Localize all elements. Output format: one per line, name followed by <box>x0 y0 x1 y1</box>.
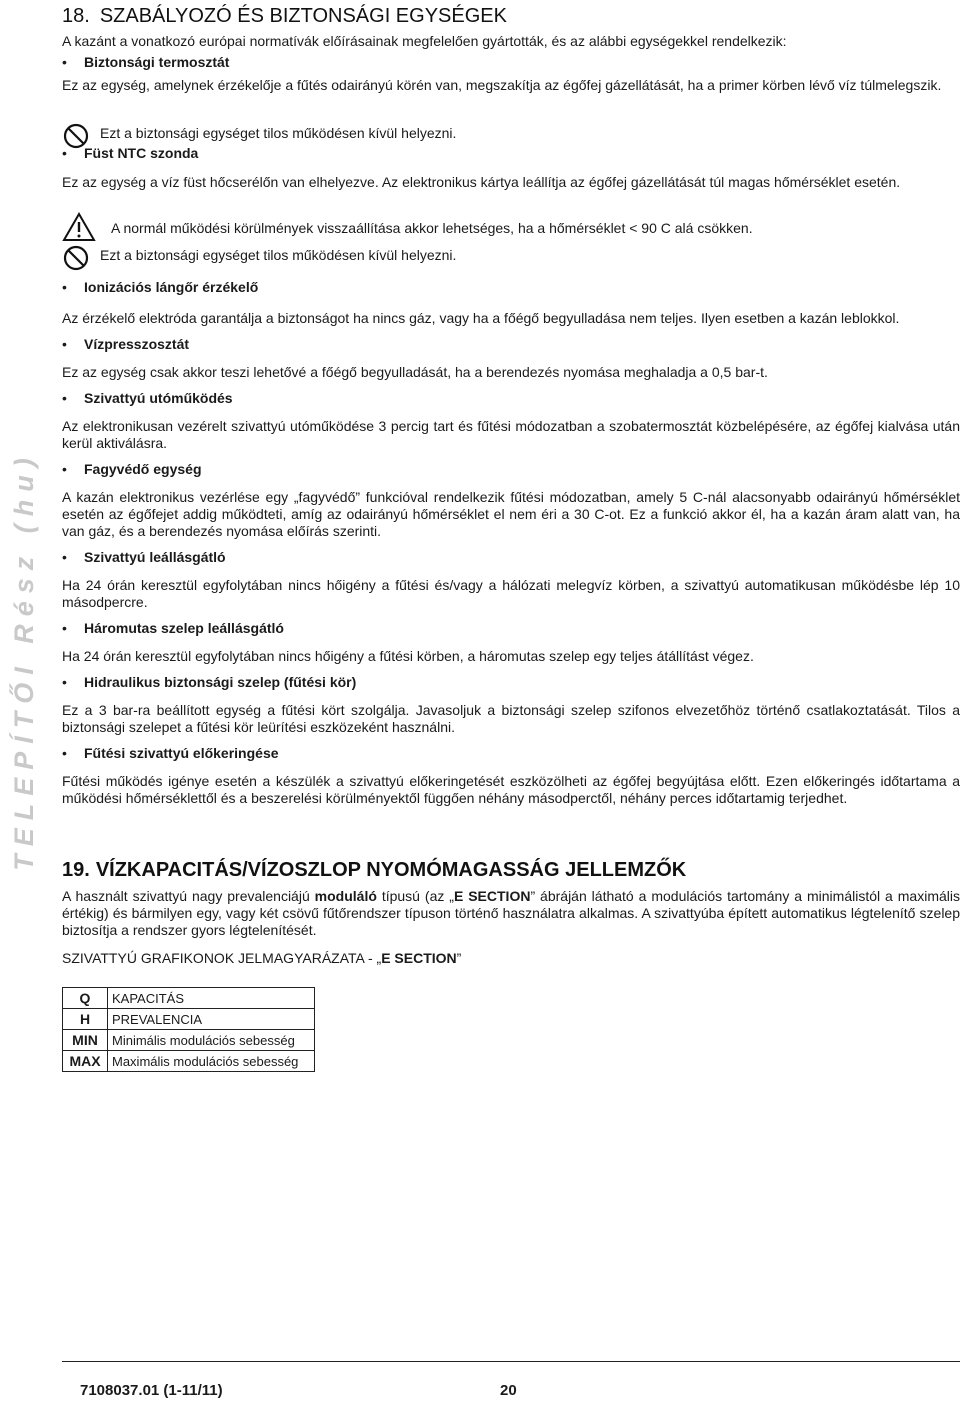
bullet-pump-precirculation: • Fűtési szivattyú előkeringése <box>62 745 279 761</box>
bullet-title: Fagyvédő egység <box>84 461 202 477</box>
bullet-title: Szivattyú utóműködés <box>84 390 233 406</box>
ionization-text: Az érzékelő elektróda garantálja a biztonságot ha nincs gáz, vagy ha a főégő begyulladása nem teljes. Ilyen esetben a kazán leblokkol. <box>62 310 900 326</box>
section-19-text: A használt szivattyú nagy prevalenciájú moduláló típusú (az „E SECTION” ábráján látható a modulációs tartomány a minimálistól a maximális értékig) és bármilyen egy, vagy két csövű fűtőrendszer típuson történő használatra alkalmas. A szivattyúba épített automatikus légtelenítő szelep biztosítja a rendszer gyors légtelenítését. <box>62 888 960 938</box>
bullet-three-way-antiblock: • Háromutas szelep leállásgátló <box>62 620 284 636</box>
legend-value: PREVALENCIA <box>108 1009 315 1030</box>
footer-divider <box>62 1361 960 1362</box>
bullet-pump-antiblock: • Szivattyú leállásgátló <box>62 549 226 565</box>
legend-value: KAPACITÁS <box>108 988 315 1009</box>
warning-note <box>62 212 960 240</box>
section-18-number: 18. <box>62 5 90 27</box>
side-section-label <box>2 380 46 940</box>
legend-key: H <box>63 1009 108 1030</box>
pump-legend-table <box>62 987 315 1072</box>
pump-antiblock-text: Ha 24 órán keresztül egyfolytában nincs hőigény a fűtési és/vagy a hálózati melegvíz körben, a szivattyú automatikusan működésbe lép 10 másodpercre. <box>62 577 960 610</box>
section-18-heading <box>62 3 960 30</box>
footer-page-number: 20 <box>500 1382 517 1399</box>
footer-document-code: 7108037.01 (1-11/11) <box>80 1382 223 1399</box>
section-19-title: VÍZKAPACITÁS/VÍZOSZLOP NYOMÓMAGASSÁG JELLEMZŐK <box>95 859 687 881</box>
frost-protection-text: A kazán elektronikus vezérlése egy „fagyvédő” funkcióval rendelkezik fűtési módozatban, amely 5 C-nál alacsonyabb odairányú hőmérséklet esetén az égőfejet addig működteti, amíg az odairányú hőmérséklet el nem éri a 30 C-ot. Ez a funkció akkor él, ha a kazán áram alatt van, ha van gáz, és a berendezés nyomása előírás szerinti. <box>62 489 960 539</box>
legend-row <box>63 1030 315 1051</box>
three-way-antiblock-text: Ha 24 órán keresztül egyfolytában nincs hőigény a fűtési körben, a háromutas szelep egy teljes átállítást végez. <box>62 648 754 664</box>
legend-row <box>63 988 315 1009</box>
no-bypass-note-2 <box>62 245 960 267</box>
legend-key: MIN <box>63 1030 108 1051</box>
bullet-pump-overrun: • Szivattyú utóműködés <box>62 390 233 406</box>
bullet-ionization: • Ionizációs lángőr érzékelő <box>62 279 259 295</box>
section-18-intro: A kazánt a vonatkozó európai normatívák előírásainak megfelelően gyártották, és az alábbi egységekkel rendelkezik: <box>62 33 787 49</box>
water-pressure-switch-text: Ez az egység csak akkor teszi lehetővé a főégő begyulladását, ha a berendezés nyomása meghaladja a 0,5 bar-t. <box>62 364 768 380</box>
legend-row <box>63 1009 315 1030</box>
section-19-heading <box>62 857 960 884</box>
bullet-title: Vízpresszosztát <box>84 336 190 352</box>
pump-overrun-text: Az elektronikusan vezérelt szivattyú utóműködése 3 percig tart és fűtési módozatban a szobatermosztát közbelépésére, az égőfej kialvása után kerül aktiválásra. <box>62 418 960 451</box>
flue-ntc-text: Ez az egység a víz füst hőcserélőn van elhelyezve. Az elektronikus kártya leállítja az égőfej gázellátását túl magas hőmérséklet esetén. <box>62 174 901 190</box>
warning-text: A normál működési körülmények visszaállítása akkor lehetséges, ha a hőmérséklet < 90 C alá csökken. <box>111 220 753 236</box>
section-19-number: 19. <box>62 859 90 881</box>
legend-row <box>63 1051 315 1072</box>
pump-precirculation-text: Fűtési működés igénye esetén a készülék a szivattyú előkeringetését eszközölheti az égőfej begyújtása előtt. Ezen előkeringés időtartama a működési hőmérséklettől és a beszerelési körülményektől függően néhány másodperctől, néhány perces időtartamig terjedhet. <box>62 773 960 806</box>
section-18-title: SZABÁLYOZÓ ÉS BIZTONSÁGI EGYSÉGEK <box>99 5 507 27</box>
bullet-safety-thermostat: • Biztonsági termosztát <box>62 54 230 70</box>
bullet-safety-valve: • Hidraulikus biztonsági szelep (fűtési kör) <box>62 674 357 690</box>
bullet-title: Ionizációs lángőr érzékelő <box>84 279 259 295</box>
bullet-title: Biztonsági termosztát <box>84 54 230 70</box>
main-content <box>62 0 960 1072</box>
bullet-water-pressure-switch: • Vízpresszosztát <box>62 336 190 352</box>
prohibited-icon <box>62 245 90 271</box>
bullet-title: Füst NTC szonda <box>84 145 199 161</box>
bullet-title: Hidraulikus biztonsági szelep (fűtési kör) <box>84 674 357 690</box>
bullet-frost-protection: • Fagyvédő egység <box>62 461 202 477</box>
bullet-title: Háromutas szelep leállásgátló <box>84 620 284 636</box>
no-bypass-text: Ezt a biztonsági egységet tilos működésen kívül helyezni. <box>100 125 457 141</box>
no-bypass-note-1 <box>62 123 960 145</box>
warning-icon <box>62 212 96 242</box>
prohibited-icon <box>62 123 90 149</box>
bullet-title: Szivattyú leállásgátló <box>84 549 226 565</box>
bullet-flue-ntc: • Füst NTC szonda <box>62 145 199 161</box>
legend-value: Maximális modulációs sebesség <box>108 1051 315 1072</box>
legend-key: Q <box>63 988 108 1009</box>
legend-value: Minimális modulációs sebesség <box>108 1030 315 1051</box>
pump-legend-title: SZIVATTYÚ GRAFIKONOK JELMAGYARÁZATA - „E SECTION” <box>62 950 462 966</box>
bullet-title: Fűtési szivattyú előkeringése <box>84 745 279 761</box>
legend-key: MAX <box>63 1051 108 1072</box>
no-bypass-text: Ezt a biztonsági egységet tilos működésen kívül helyezni. <box>100 247 457 263</box>
safety-valve-text: Ez a 3 bar-ra beállított egység a fűtési kört szolgálja. Javasoljuk a biztonsági szelep szifonos elvezetőhöz történő csatlakoztatását. Tilos a biztonsági szelepet a fűtési kör leürítési eszközeként használni. <box>62 702 960 735</box>
side-label-text: TELEPÍTŐI Rész (hu) <box>8 449 39 871</box>
safety-thermostat-text: Ez az egység, amelynek érzékelője a fűtés odairányú körén van, megszakítja az égőfej gázellátását, ha a primer körben lévő víz túlmelegszik. <box>62 77 942 93</box>
